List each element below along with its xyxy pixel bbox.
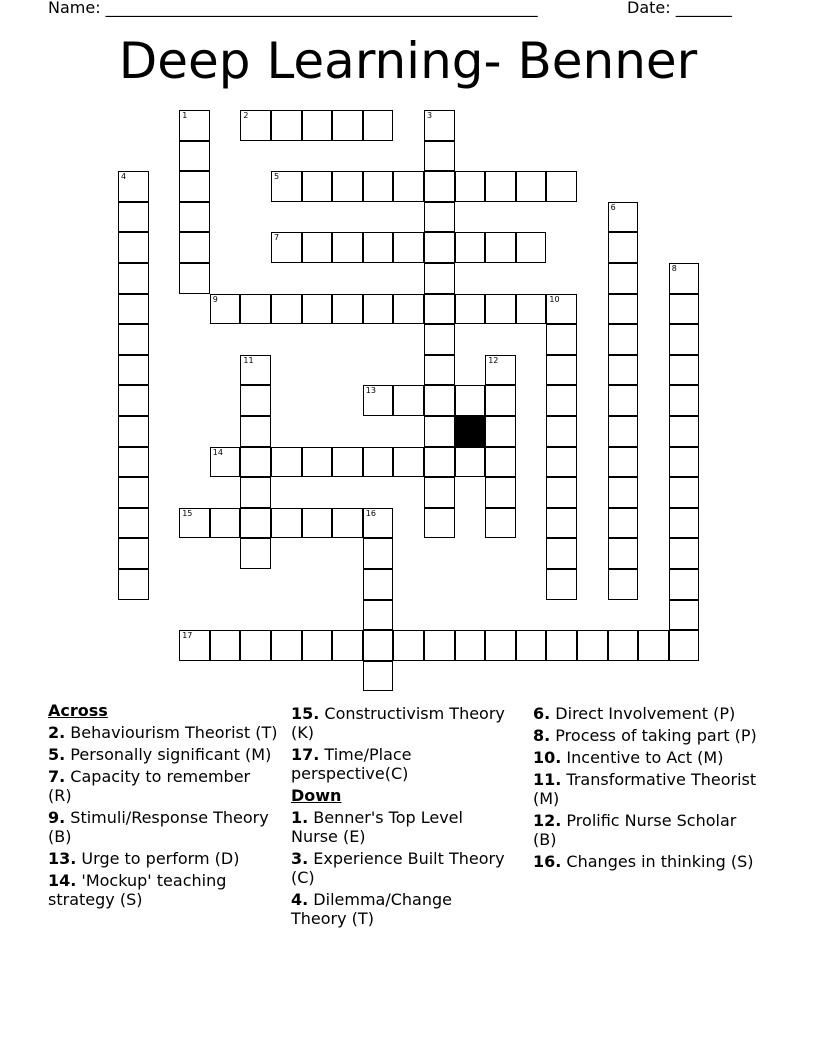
clue-item <box>533 852 763 871</box>
grid-cell <box>669 508 700 539</box>
grid-cell <box>363 232 394 263</box>
grid-cell <box>608 385 639 416</box>
grid-cell <box>179 202 210 233</box>
grid-cell <box>393 171 424 202</box>
grid-cell <box>546 447 577 478</box>
clue-item <box>291 704 511 742</box>
clue-item-number: 5. <box>48 745 66 764</box>
grid-cell <box>546 508 577 539</box>
grid-cell <box>302 447 333 478</box>
grid-cell <box>424 477 455 508</box>
grid-cell <box>577 630 608 661</box>
clue-item-number: 3. <box>291 849 309 868</box>
grid-cell <box>332 171 363 202</box>
grid-cell <box>363 110 394 141</box>
down-heading: Down <box>291 786 342 805</box>
clue-item-text: Urge to perform (D) <box>76 849 240 868</box>
grid-cell <box>455 630 486 661</box>
clue-number: 3 <box>427 111 433 120</box>
grid-cell <box>118 538 149 569</box>
grid-cell <box>516 232 547 263</box>
grid-cell <box>546 385 577 416</box>
grid-cell <box>424 630 455 661</box>
clue-item <box>48 871 278 909</box>
black-square <box>454 416 485 447</box>
grid-cell <box>546 324 577 355</box>
clue-number: 6 <box>610 202 616 212</box>
grid-cell <box>424 232 455 263</box>
grid-cell <box>608 324 639 355</box>
clue-item-text: Behaviourism Theorist (T) <box>65 723 278 742</box>
grid-cell <box>546 294 577 325</box>
clue-number: 9 <box>212 294 218 304</box>
clue-item-text: Experience Built Theory (C) <box>291 849 505 887</box>
grid-cell <box>393 294 424 325</box>
clue-item-number: 16. <box>533 852 562 871</box>
clue-item <box>48 767 278 805</box>
name-field: Name: ______________________________________________________ <box>48 0 538 17</box>
grid-cell <box>608 263 639 294</box>
grid-cell <box>179 171 210 202</box>
grid-cell <box>638 630 669 661</box>
clue-item-text: Prolific Nurse Scholar (B) <box>533 811 737 849</box>
clue-item-number: 15. <box>291 704 320 723</box>
grid-cell <box>271 508 302 539</box>
grid-cell <box>118 508 149 539</box>
clue-item-number: 11. <box>533 770 562 789</box>
grid-cell <box>179 263 210 294</box>
clue-item <box>533 748 763 767</box>
grid-cell <box>332 447 363 478</box>
clue-number: 14 <box>212 447 223 457</box>
grid-cell <box>179 110 210 141</box>
grid-cell <box>302 171 333 202</box>
grid-cell <box>393 630 424 661</box>
clue-item-text: Capacity to remember (R) <box>48 767 251 805</box>
clue-item <box>48 849 278 868</box>
grid-cell <box>363 385 394 416</box>
clue-item-number: 10. <box>533 748 562 767</box>
grid-cell <box>669 324 700 355</box>
clue-item-number: 7. <box>48 767 66 786</box>
clue-item-text: 'Mockup' teaching strategy (S) <box>48 871 227 909</box>
clues-column-1 <box>48 701 278 909</box>
date-field: Date: _______ <box>627 0 732 17</box>
clue-item <box>533 770 763 808</box>
grid-cell <box>485 294 516 325</box>
grid-cell <box>485 385 516 416</box>
clue-item-text: Time/Place perspective(C) <box>291 745 412 783</box>
grid-cell <box>332 110 363 141</box>
grid-cell <box>271 232 302 263</box>
clue-item-text: Constructivism Theory (K) <box>291 704 505 742</box>
grid-cell <box>455 232 486 263</box>
clue-item <box>291 890 511 928</box>
clue-item-text: Changes in thinking (S) <box>561 852 754 871</box>
grid-cell <box>669 569 700 600</box>
grid-cell <box>424 416 455 447</box>
clue-item-number: 6. <box>533 704 551 723</box>
grid-cell <box>669 538 700 569</box>
grid-cell <box>608 447 639 478</box>
grid-cell <box>302 630 333 661</box>
clue-item-number: 1. <box>291 808 309 827</box>
grid-cell <box>118 324 149 355</box>
clue-item-number: 8. <box>533 726 551 745</box>
grid-cell <box>424 294 455 325</box>
grid-cell <box>363 294 394 325</box>
grid-cell <box>669 416 700 447</box>
grid-cell <box>546 171 577 202</box>
clue-number: 1 <box>182 111 188 120</box>
grid-cell <box>271 294 302 325</box>
grid-cell <box>118 355 149 386</box>
grid-cell <box>363 447 394 478</box>
grid-cell <box>424 202 455 233</box>
clue-number: 7 <box>274 233 280 243</box>
clue-item-number: 4. <box>291 890 309 909</box>
grid-cell <box>179 141 210 172</box>
grid-cell <box>393 385 424 416</box>
clue-number: 16 <box>365 508 376 518</box>
grid-cell <box>210 447 241 478</box>
grid-cell <box>608 477 639 508</box>
grid-cell <box>363 630 394 661</box>
clue-item-number: 12. <box>533 811 562 830</box>
clue-number: 15 <box>182 508 193 518</box>
clue-item-text: Incentive to Act (M) <box>561 748 724 767</box>
grid-cell <box>393 232 424 263</box>
grid-cell <box>118 171 149 202</box>
grid-cell <box>240 416 271 447</box>
grid-cell <box>669 630 700 661</box>
clue-number: 11 <box>243 355 254 365</box>
clue-number: 5 <box>274 172 280 182</box>
grid-cell <box>546 538 577 569</box>
grid-cell <box>302 232 333 263</box>
clue-item-text: Stimuli/Response Theory (B) <box>48 808 269 846</box>
grid-cell <box>302 294 333 325</box>
clue-item <box>291 808 511 846</box>
grid-cell <box>271 110 302 141</box>
clues-column-2 <box>291 701 511 928</box>
grid-cell <box>179 232 210 263</box>
grid-cell <box>363 171 394 202</box>
grid-cell <box>424 263 455 294</box>
grid-cell <box>546 355 577 386</box>
grid-cell <box>118 385 149 416</box>
clue-number: 4 <box>121 172 127 182</box>
grid-cell <box>455 171 486 202</box>
grid-cell <box>118 447 149 478</box>
grid-cell <box>240 630 271 661</box>
grid-cell <box>455 447 486 478</box>
grid-cell <box>669 477 700 508</box>
clue-item <box>533 726 763 745</box>
grid-cell <box>608 232 639 263</box>
grid-cell <box>240 355 271 386</box>
grid-cell <box>608 630 639 661</box>
grid-cell <box>118 263 149 294</box>
grid-cell <box>363 538 394 569</box>
grid-cell <box>179 508 210 539</box>
grid-cell <box>118 477 149 508</box>
grid-cell <box>485 171 516 202</box>
clue-number: 2 <box>243 111 249 120</box>
grid-cell <box>424 324 455 355</box>
grid-cell <box>608 508 639 539</box>
grid-cell <box>302 508 333 539</box>
grid-cell <box>424 110 455 141</box>
grid-cell <box>546 477 577 508</box>
page-title: Deep Learning- Benner <box>118 32 698 90</box>
grid-cell <box>363 569 394 600</box>
clue-item-number: 13. <box>48 849 77 868</box>
grid-cell <box>118 569 149 600</box>
grid-cell <box>332 630 363 661</box>
grid-cell <box>240 110 271 141</box>
grid-cell <box>240 294 271 325</box>
grid-cell <box>546 630 577 661</box>
clue-item-number: 9. <box>48 808 66 827</box>
grid-cell <box>669 385 700 416</box>
grid-cell <box>485 447 516 478</box>
clue-number: 12 <box>488 355 499 365</box>
grid-cell <box>424 355 455 386</box>
grid-cell <box>271 630 302 661</box>
grid-cell <box>424 141 455 172</box>
clue-item-number: 14. <box>48 871 77 890</box>
grid-cell <box>485 477 516 508</box>
grid-cell <box>485 508 516 539</box>
grid-cell <box>332 294 363 325</box>
clue-item-text: Direct Involvement (P) <box>550 704 736 723</box>
grid-cell <box>118 294 149 325</box>
grid-cell <box>516 630 547 661</box>
grid-cell <box>240 447 271 478</box>
grid-cell <box>485 630 516 661</box>
grid-cell <box>424 447 455 478</box>
grid-cell <box>669 263 700 294</box>
grid-cell <box>608 538 639 569</box>
grid-cell <box>118 416 149 447</box>
clue-item-number: 17. <box>291 745 320 764</box>
grid-cell <box>332 232 363 263</box>
grid-cell <box>240 385 271 416</box>
grid-cell <box>608 416 639 447</box>
grid-cell <box>118 202 149 233</box>
grid-cell <box>546 416 577 447</box>
grid-cell <box>608 202 639 233</box>
grid-cell <box>240 538 271 569</box>
grid-cell <box>210 294 241 325</box>
clue-item-text: Personally significant (M) <box>65 745 272 764</box>
clue-item <box>291 849 511 887</box>
grid-cell <box>302 110 333 141</box>
clue-item <box>48 745 278 764</box>
across-heading: Across <box>48 701 108 720</box>
clue-item-text: Transformative Theorist (M) <box>533 770 757 808</box>
clue-item-text: Dilemma/Change Theory (T) <box>291 890 452 928</box>
clue-number: 10 <box>549 294 560 304</box>
grid-cell <box>485 355 516 386</box>
grid-cell <box>516 171 547 202</box>
grid-cell <box>271 171 302 202</box>
clue-number: 8 <box>671 264 677 273</box>
clue-item-text: Process of taking part (P) <box>550 726 757 745</box>
grid-cell <box>669 600 700 631</box>
grid-cell <box>485 232 516 263</box>
grid-cell <box>363 661 394 692</box>
grid-cell <box>240 477 271 508</box>
grid-cell <box>455 294 486 325</box>
grid-cell <box>210 630 241 661</box>
grid-cell <box>363 508 394 539</box>
clues-column-3 <box>533 701 763 871</box>
grid-cell <box>608 569 639 600</box>
grid-cell <box>118 232 149 263</box>
grid-cell <box>363 600 394 631</box>
grid-cell <box>546 569 577 600</box>
grid-cell <box>393 447 424 478</box>
grid-cell <box>424 508 455 539</box>
grid-cell <box>332 508 363 539</box>
grid-cell <box>608 355 639 386</box>
grid-cell <box>608 294 639 325</box>
clue-number: 17 <box>182 631 193 641</box>
grid-cell <box>485 416 516 447</box>
clue-item <box>533 704 763 723</box>
clue-item <box>48 808 278 846</box>
clue-item <box>291 745 511 783</box>
clue-item-text: Benner's Top Level Nurse (E) <box>291 808 463 846</box>
clue-item <box>533 811 763 849</box>
clue-item <box>48 723 278 742</box>
grid-cell <box>669 447 700 478</box>
clue-number: 13 <box>365 386 376 396</box>
grid-cell <box>424 385 455 416</box>
grid-cell <box>271 447 302 478</box>
clue-item-number: 2. <box>48 723 66 742</box>
grid-cell <box>179 630 210 661</box>
grid-cell <box>424 171 455 202</box>
grid-cell <box>669 294 700 325</box>
grid-cell <box>210 508 241 539</box>
grid-cell <box>240 508 271 539</box>
grid-cell <box>669 355 700 386</box>
grid-cell <box>516 294 547 325</box>
grid-cell <box>455 385 486 416</box>
